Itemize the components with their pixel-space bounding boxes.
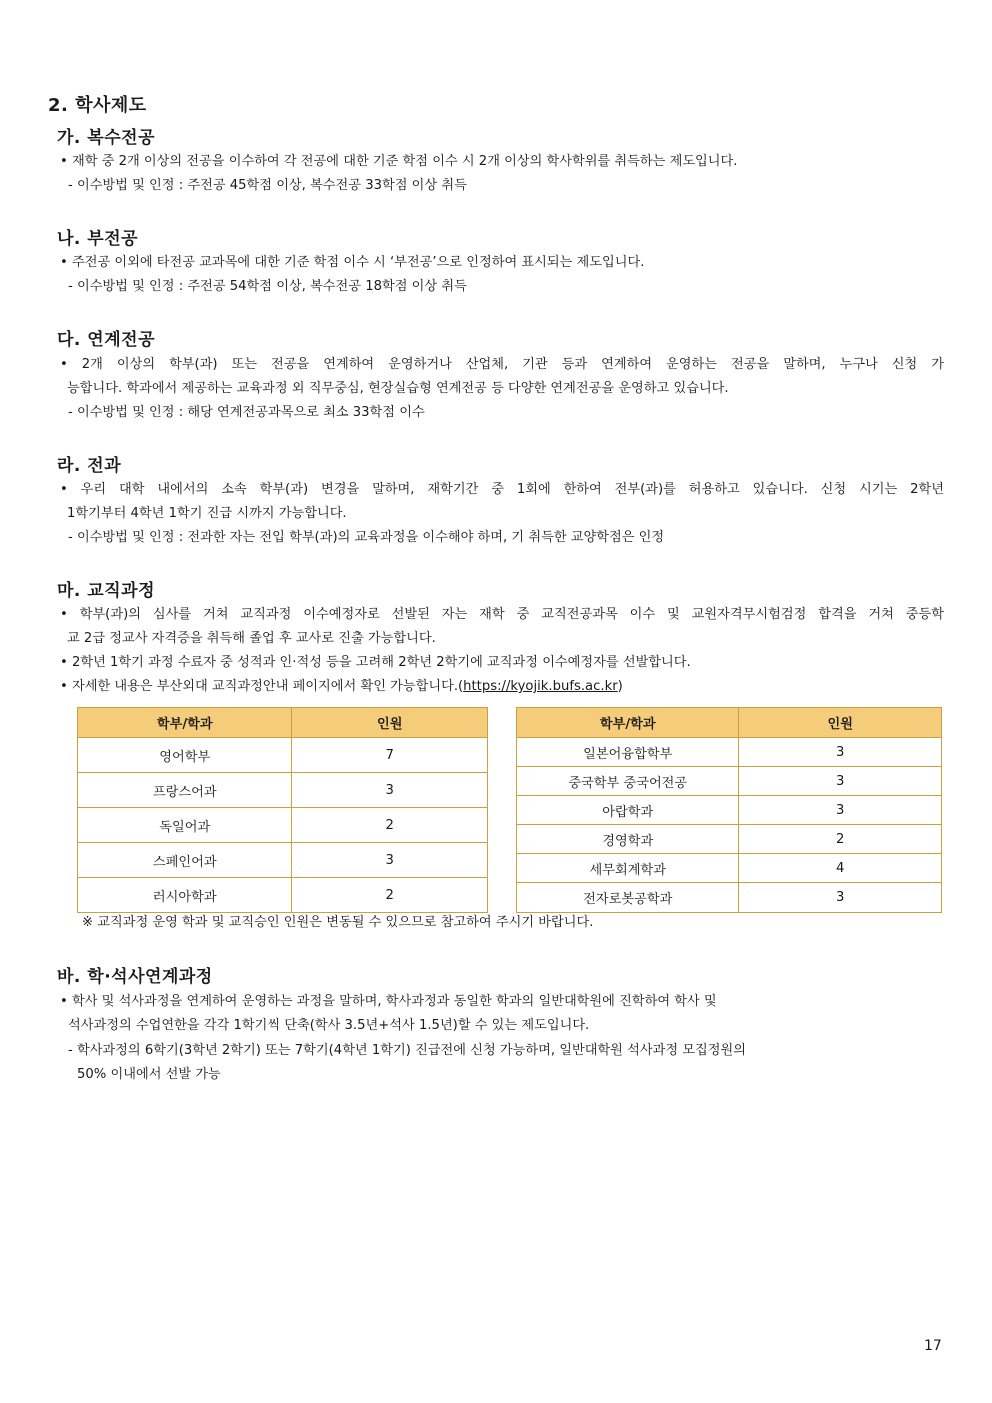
heading-minor: 나. 부전공 xyxy=(57,229,139,249)
bachelor-master-detail-line1: - 학사과정의 6학기(3학년 2학기) 또는 7학기(4학년 1학기) 진급전에 신청 가능하며, 일반대학원 석사과정 모집정원의 xyxy=(68,1043,746,1058)
page-number: 17 xyxy=(924,1338,942,1354)
heading-bachelor-master: 바. 학·석사연계과정 xyxy=(57,967,213,987)
double-major-bullet: • 재학 중 2개 이상의 전공을 이수하여 각 전공에 대한 기준 학점 이수 시 2개 이상의 학사학위를 취득하는 제도입니다. xyxy=(60,154,738,169)
table-cell-count: 2 xyxy=(739,825,942,854)
table-row xyxy=(78,843,488,878)
table-cell-dept: 일본어융합학부 xyxy=(517,738,739,767)
teaching-bullet3-suffix: ) xyxy=(617,679,623,694)
table-right-header-dept: 학부/학과 xyxy=(517,708,739,738)
table-cell-dept: 중국학부 중국어전공 xyxy=(517,767,739,796)
transfer-bullet-line1-text: • 우리 대학 내에서의 소속 학부(과) 변경을 말하며, 재학기간 중 1회에 한하여 전부(과)를 허용하고 있습니다. 신청 시기는 2학년 xyxy=(60,482,944,497)
transfer-detail: - 이수방법 및 인정 : 전과한 자는 전입 학부(과)의 교육과정을 이수해야 하며, 기 취득한 교양학점은 인정 xyxy=(68,530,665,545)
table-row xyxy=(517,854,942,883)
bachelor-master-bullet-line1: • 학사 및 석사과정을 연계하여 운영하는 과정을 말하며, 학사과정과 동일한 학과의 일반대학원에 진학하여 학사 및 xyxy=(60,994,717,1009)
teaching-bullet1-line2: 교 2급 정교사 자격증을 취득해 졸업 후 교사로 진출 가능합니다. xyxy=(67,631,436,646)
section-title: 2. 학사제도 xyxy=(48,95,147,116)
table-right-header-row xyxy=(517,708,942,738)
heading-double-major: 가. 복수전공 xyxy=(57,128,155,148)
teaching-bullet1-line1-text: • 학부(과)의 심사를 거쳐 교직과정 이수예정자로 선발된 자는 재학 중 교직전공과목 이수 및 교원자격무시험검정 합격을 거쳐 중등학 xyxy=(60,607,944,622)
table-row xyxy=(517,796,942,825)
heading-linked-major: 다. 연계전공 xyxy=(57,330,155,350)
table-right-header-count: 인원 xyxy=(739,708,942,738)
table-row xyxy=(517,883,942,913)
table-cell-dept: 프랑스어과 xyxy=(78,773,292,808)
table-row xyxy=(517,825,942,854)
linked-major-bullet-line1-text: • 2개 이상의 학부(과) 또는 전공을 연계하여 운영하거나 산업체, 기관 등과 연계하여 운영하는 전공을 말하며, 누구나 신청 가 xyxy=(60,357,944,372)
linked-major-bullet-line2: 능합니다. 학과에서 제공하는 교육과정 외 직무중심, 현장실습형 연계전공 등 다양한 연계전공을 운영하고 있습니다. xyxy=(67,381,729,396)
table-row xyxy=(78,738,488,773)
table-left-header-row xyxy=(78,708,488,738)
table-cell-dept: 스페인어과 xyxy=(78,843,292,878)
table-cell-count: 2 xyxy=(292,808,488,843)
table-cell-count: 3 xyxy=(292,773,488,808)
table-cell-count: 7 xyxy=(292,738,488,773)
teaching-bullet2: • 2학년 1학기 과정 수료자 중 성적과 인·적성 등을 고려해 2학년 2학기에 교직과정 이수예정자를 선발합니다. xyxy=(60,655,691,670)
heading-teaching: 마. 교직과정 xyxy=(57,581,155,601)
teaching-table-right xyxy=(516,707,942,913)
table-cell-count: 3 xyxy=(292,843,488,878)
bachelor-master-bullet-line2: 석사과정의 수업연한을 각각 1학기씩 단축(학사 3.5년+석사 1.5년)할 수 있는 제도입니다. xyxy=(68,1018,590,1033)
table-cell-count: 3 xyxy=(739,767,942,796)
table-cell-count: 2 xyxy=(292,878,488,913)
teaching-bullet3-prefix: • 자세한 내용은 부산외대 교직과정안내 페이지에서 확인 가능합니다.( xyxy=(60,679,464,694)
minor-detail: - 이수방법 및 인정 : 주전공 54학점 이상, 복수전공 18학점 이상 취득 xyxy=(68,279,467,294)
table-row xyxy=(78,878,488,913)
table-cell-dept: 러시아학과 xyxy=(78,878,292,913)
kyojik-link[interactable]: https://kyojik.bufs.ac.kr xyxy=(463,679,618,694)
table-left-header-count: 인원 xyxy=(292,708,488,738)
heading-transfer: 라. 전과 xyxy=(57,456,122,476)
table-row xyxy=(517,738,942,767)
teaching-note: ※ 교직과정 운영 학과 및 교직승인 인원은 변동될 수 있으므로 참고하여 주시기 바랍니다. xyxy=(82,915,594,930)
table-cell-count: 3 xyxy=(739,796,942,825)
bachelor-master-detail-line2: 50% 이내에서 선발 가능 xyxy=(77,1067,221,1082)
table-row xyxy=(78,773,488,808)
teaching-bullet1-line1 xyxy=(60,606,944,624)
table-cell-count: 3 xyxy=(739,738,942,767)
table-cell-count: 3 xyxy=(739,883,942,913)
table-cell-dept: 영어학부 xyxy=(78,738,292,773)
linked-major-bullet-line1 xyxy=(60,356,944,374)
table-cell-dept: 전자로봇공학과 xyxy=(517,883,739,913)
table-cell-dept: 독일어과 xyxy=(78,808,292,843)
table-left-header-dept: 학부/학과 xyxy=(78,708,292,738)
table-cell-dept: 세무회계학과 xyxy=(517,854,739,883)
table-row xyxy=(78,808,488,843)
double-major-detail: - 이수방법 및 인정 : 주전공 45학점 이상, 복수전공 33학점 이상 취득 xyxy=(68,178,467,193)
minor-bullet: • 주전공 이외에 타전공 교과목에 대한 기준 학점 이수 시 ‘부전공’으로 인정하여 표시되는 제도입니다. xyxy=(60,255,645,270)
teaching-table-left xyxy=(77,707,488,913)
teaching-bullet3 xyxy=(60,678,623,696)
transfer-bullet-line1 xyxy=(60,481,944,499)
table-cell-count: 4 xyxy=(739,854,942,883)
table-row xyxy=(517,767,942,796)
linked-major-detail: - 이수방법 및 인정 : 해당 연계전공과목으로 최소 33학점 이수 xyxy=(68,405,425,420)
table-cell-dept: 경영학과 xyxy=(517,825,739,854)
table-cell-dept: 아랍학과 xyxy=(517,796,739,825)
transfer-bullet-line2: 1학기부터 4학년 1학기 진급 시까지 가능합니다. xyxy=(67,506,347,521)
